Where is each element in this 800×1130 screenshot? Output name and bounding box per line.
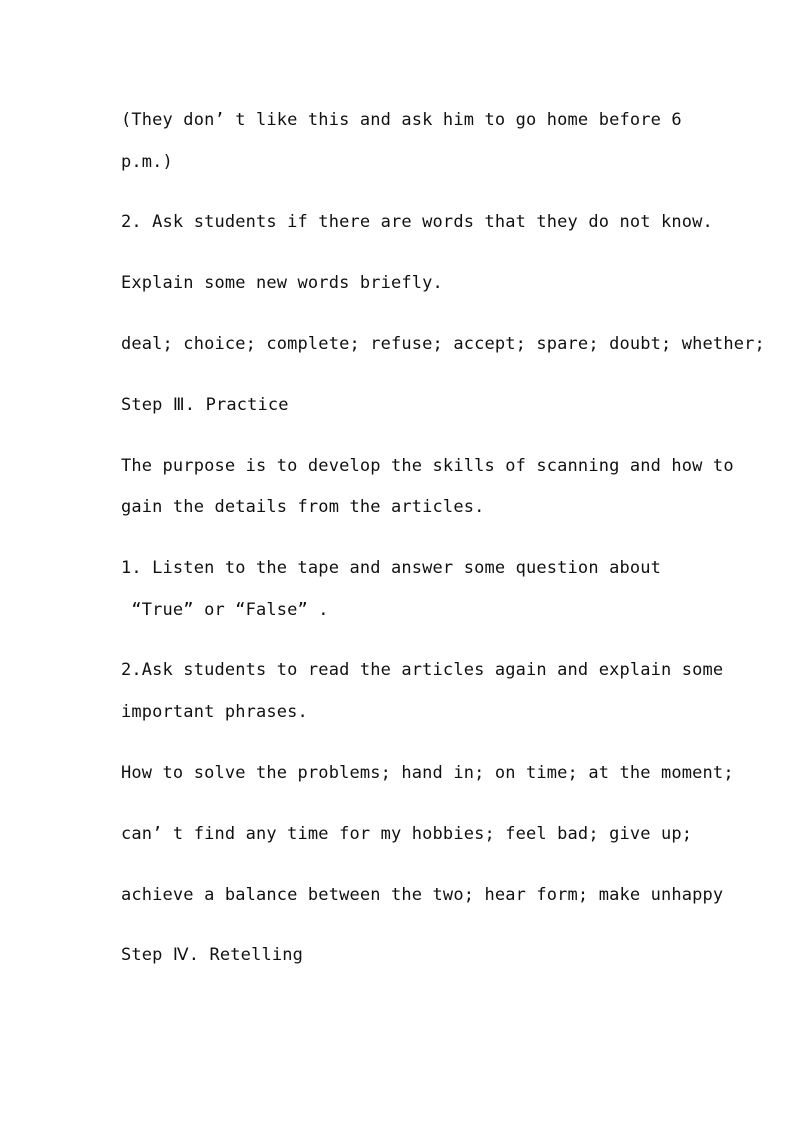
phrases-line: achieve a balance between the two; hear form; make unhappy: [121, 885, 724, 905]
list-item-line: important phrases.: [121, 702, 308, 722]
paragraph-line: (They don’ t like this and ask him to go home before 6: [121, 110, 682, 130]
paragraph-line: p.m.): [121, 152, 173, 172]
list-item-line: “True” or “False” .: [121, 600, 329, 620]
phrases-line: How to solve the problems; hand in; on time; at the moment;: [121, 763, 734, 783]
section-heading: Step Ⅲ. Practice: [121, 395, 289, 415]
paragraph-line: The purpose is to develop the skills of scanning and how to: [121, 456, 734, 476]
list-item-line: 2.Ask students to read the articles again and explain some: [121, 660, 724, 680]
paragraph-line: gain the details from the articles.: [121, 497, 485, 517]
list-item-line: 1. Listen to the tape and answer some question about: [121, 558, 662, 578]
phrases-line: can’ t find any time for my hobbies; feel bad; give up;: [121, 824, 693, 844]
section-heading: Step Ⅳ. Retelling: [121, 945, 303, 965]
vocabulary-line: deal; choice; complete; refuse; accept; spare; doubt; whether;: [121, 334, 765, 354]
list-item-line: 2. Ask students if there are words that they do not know.: [121, 212, 713, 232]
paragraph-line: Explain some new words briefly.: [121, 273, 443, 293]
